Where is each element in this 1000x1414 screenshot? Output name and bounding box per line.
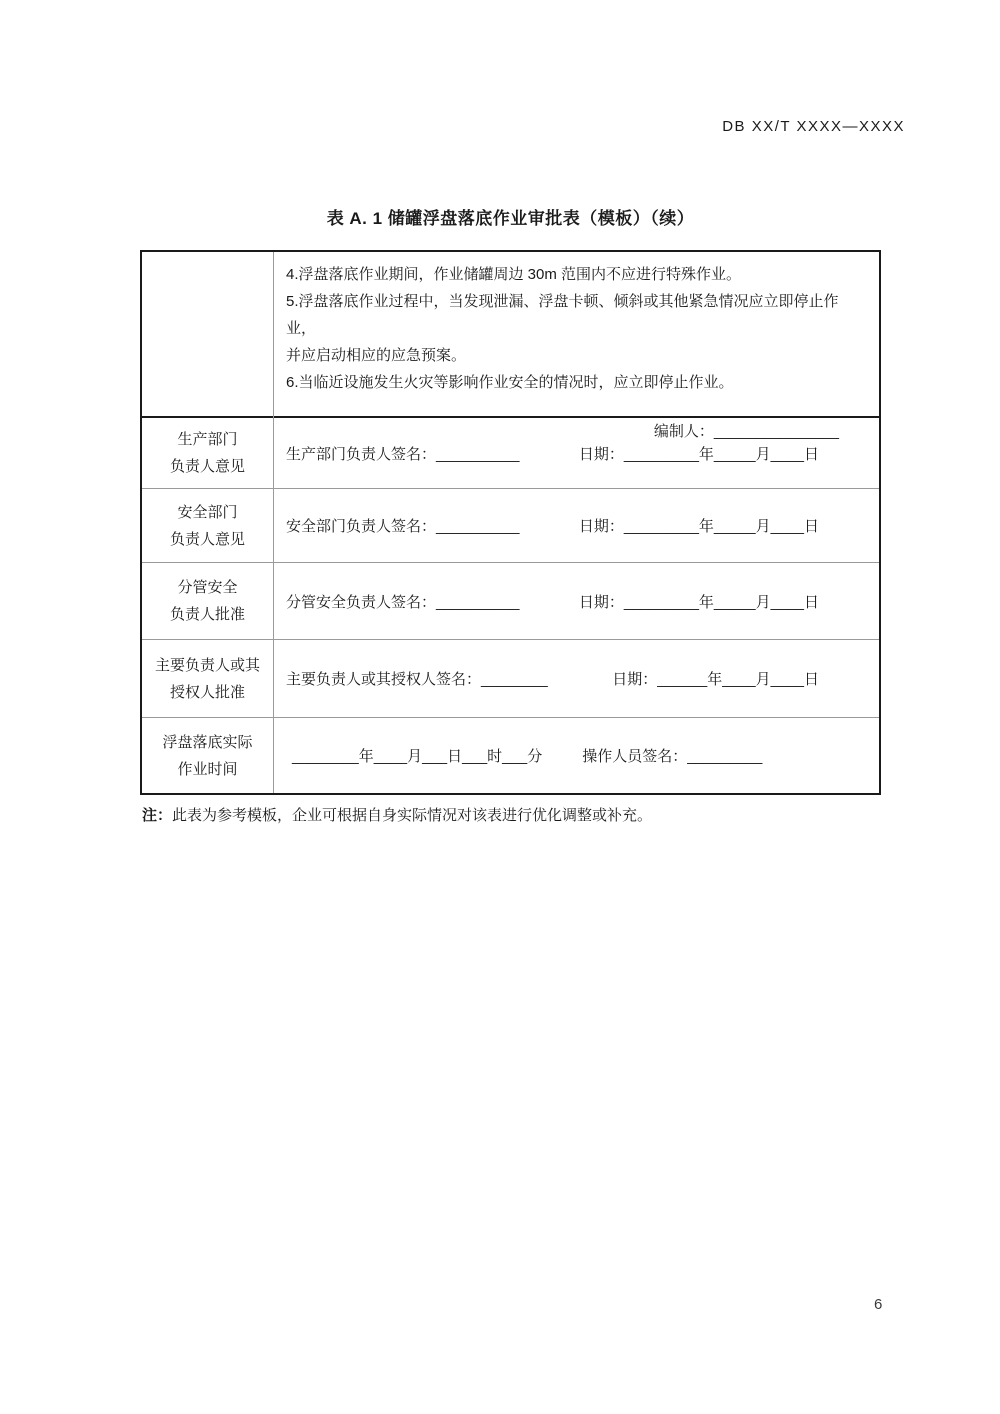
safety-charge-label xyxy=(142,563,274,639)
footnote-text: 此表为参考模板，企业可根据自身实际情况对该表进行优化调整或补充。 xyxy=(172,807,653,824)
table-title: 表 A. 1 储罐浮盘落底作业审批表（模板）（续） xyxy=(326,209,695,228)
notice-line-4: 4.浮盘落底作业期间，作业储罐周边 30m 范围内不应进行特殊作业。 xyxy=(286,266,742,283)
chief-approval-label xyxy=(142,640,274,717)
date-field: 日期：_________年_____月____日 xyxy=(578,518,819,535)
preparer-label: 编制人： xyxy=(653,423,714,440)
signature-field: 生产部门负责人签名：__________ xyxy=(286,445,520,463)
signature-field: 主要负责人或其授权人签名：________ xyxy=(286,671,548,688)
actual-time-label xyxy=(142,718,274,793)
table-row-production-dept xyxy=(142,418,879,489)
production-dept-content xyxy=(274,418,879,488)
notice-line-5: 5.浮盘落底作业过程中，当发现泄漏、浮盘卡顿、倾斜或其他紧急情况应立即停止作业， xyxy=(286,293,839,337)
label-line: 作业时间 xyxy=(177,760,238,778)
footnote-label: 注： xyxy=(142,807,173,824)
safety-charge-content xyxy=(274,563,879,639)
label-line: 浮盘落底实际 xyxy=(162,733,253,751)
notice-line-6: 6.当临近设施发生火灾等影响作业安全的情况时，应立即停止作业。 xyxy=(286,374,734,391)
label-line: 授权人批准 xyxy=(169,683,245,701)
table-row-chief-approval xyxy=(142,640,879,718)
operator-signature-field: 操作人员签名：_________ xyxy=(582,748,763,765)
label-line: 分管安全 xyxy=(177,579,238,596)
label-line: 生产部门 xyxy=(177,431,238,448)
approval-table xyxy=(140,250,881,795)
chief-approval-content xyxy=(274,640,879,717)
preparer-signature-blank: _______________ xyxy=(713,423,839,440)
standard-code: DB XX/T XXXX—XXXX xyxy=(722,118,905,135)
label-line: 负责人意见 xyxy=(169,458,245,475)
production-dept-label xyxy=(142,418,274,488)
table-row-safety-dept xyxy=(142,489,879,563)
page-number: 6 xyxy=(874,1296,883,1313)
time-blank-field: ________年____月___日___时___分 xyxy=(292,748,543,765)
safety-dept-label xyxy=(142,489,274,562)
date-field: 日期：_________年_____月____日 xyxy=(578,593,819,611)
date-field: 日期：______年____月____日 xyxy=(612,671,819,688)
table-row-actual-time xyxy=(142,718,879,793)
table-row-safety-charge xyxy=(142,563,879,640)
notice-line-5-cont: 并应启动相应的应急预案。 xyxy=(286,347,467,364)
label-line: 负责人批准 xyxy=(169,606,245,623)
signature-field: 安全部门负责人签名：__________ xyxy=(286,518,520,535)
footnote xyxy=(142,805,881,827)
actual-time-content xyxy=(274,718,879,793)
safety-dept-content xyxy=(274,489,879,562)
date-field: 日期：_________年_____月____日 xyxy=(578,445,819,463)
label-line: 主要负责人或其 xyxy=(154,656,260,674)
signature-field: 分管安全负责人签名：__________ xyxy=(286,593,520,611)
label-line: 负责人意见 xyxy=(169,530,245,548)
label-line: 安全部门 xyxy=(177,503,238,521)
